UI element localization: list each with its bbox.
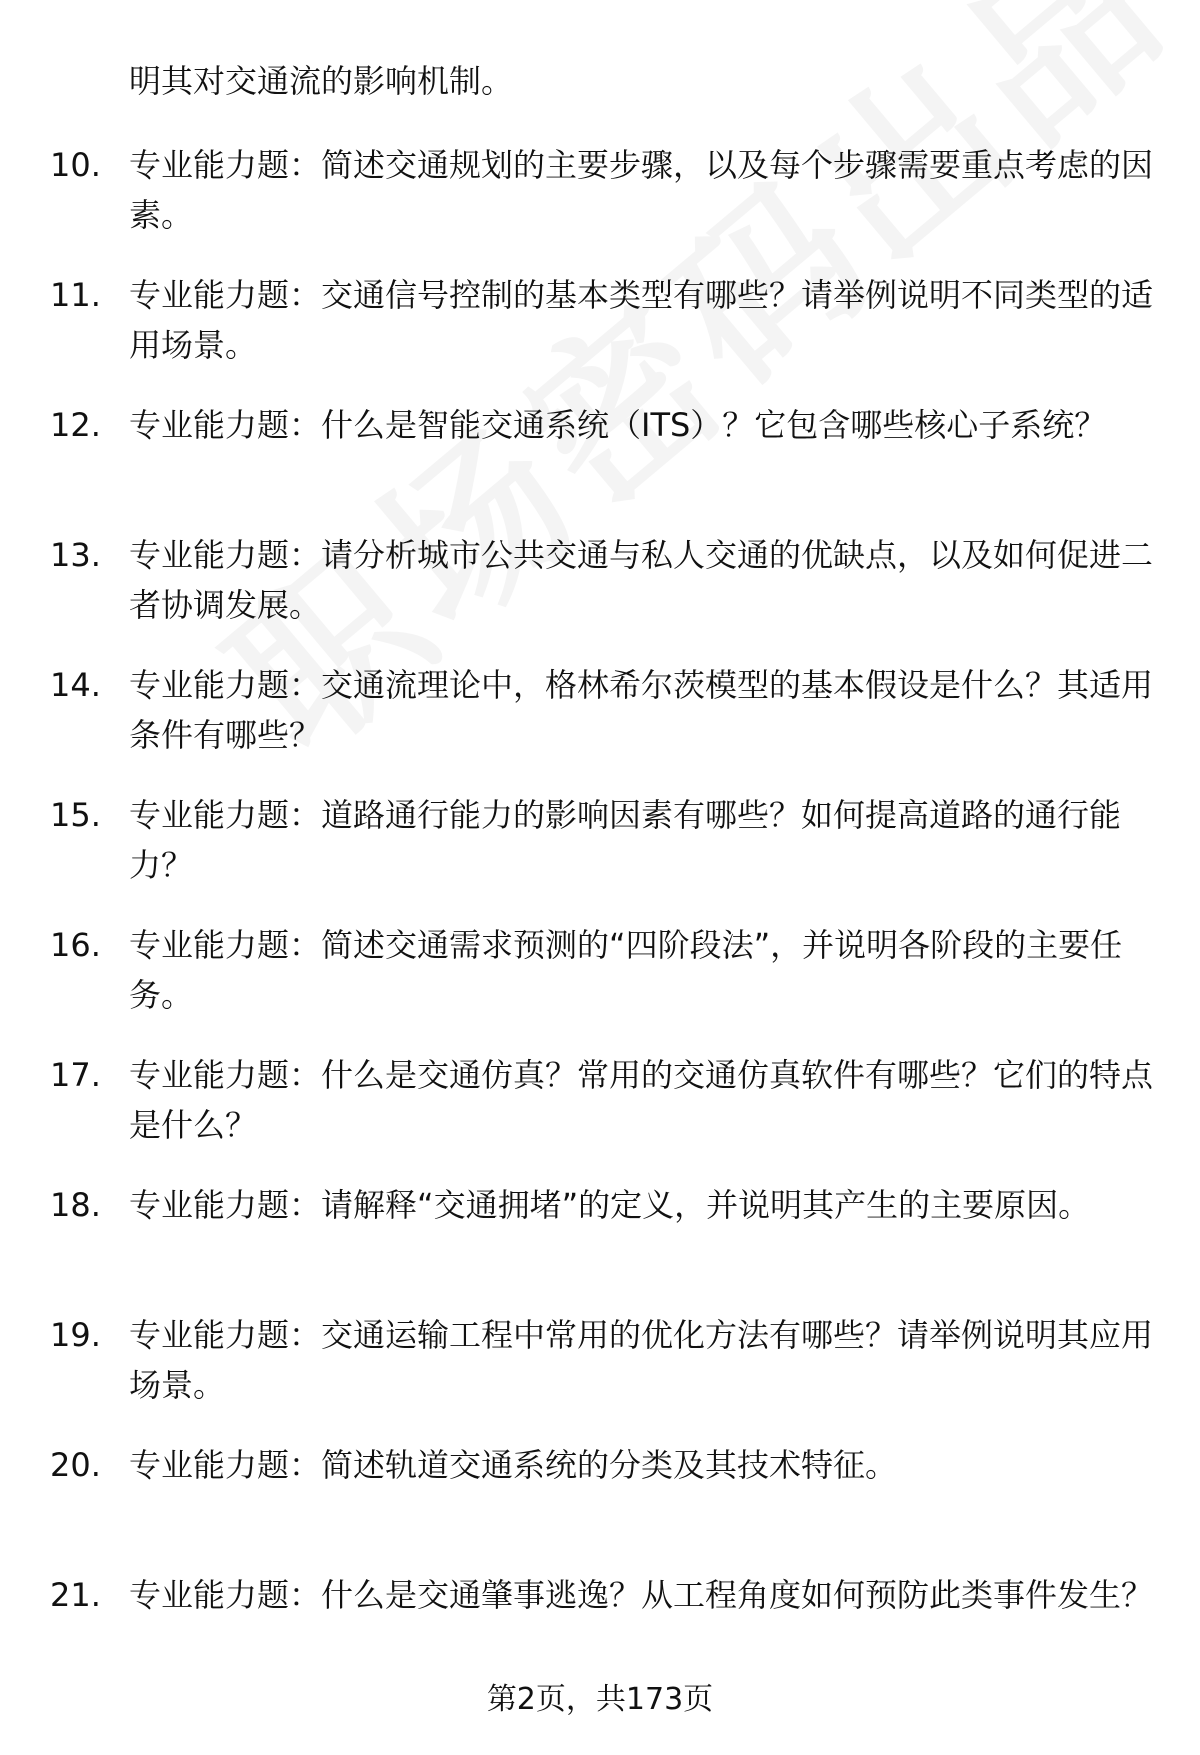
question-text: 专业能力题：道路通行能力的影响因素有哪些？如何提高道路的通行能力？ [129,796,1122,884]
question-number: 21. [50,1576,101,1614]
question-list [0,140,1200,1700]
list-item [0,790,1200,920]
question-number: 10. [50,146,101,184]
question-text: 专业能力题：交通运输工程中常用的优化方法有哪些？请举例说明其应用场景。 [129,1316,1154,1404]
list-item [0,920,1200,1050]
question-number: 11. [50,276,101,314]
question-number: 13. [50,536,101,574]
page-footer: 第2页，共173页 [486,1682,714,1717]
list-item [0,530,1200,660]
question-number: 15. [50,796,101,834]
list-item [0,400,1200,530]
question-text: 专业能力题：请解释“交通拥堵”的定义，并说明其产生的主要原因。 [129,1186,1091,1224]
question-number: 12. [50,406,101,444]
question-number: 19. [50,1316,101,1354]
question-text: 专业能力题：什么是智能交通系统（ITS）？它包含哪些核心子系统？ [129,406,1107,444]
question-number: 16. [50,926,101,964]
question-number: 20. [50,1446,101,1484]
question-text: 专业能力题：交通流理论中，格林希尔茨模型的基本假设是什么？其适用条件有哪些？ [129,666,1154,754]
question-text: 专业能力题：简述交通需求预测的“四阶段法”，并说明各阶段的主要任务。 [129,926,1123,1014]
list-item [0,140,1200,270]
question-text: 专业能力题：交通信号控制的基本类型有哪些？请举例说明不同类型的适用场景。 [129,276,1154,364]
question-text: 专业能力题：简述交通规划的主要步骤，以及每个步骤需要重点考虑的因素。 [129,146,1154,234]
list-item [0,270,1200,400]
question-text: 专业能力题：什么是交通仿真？常用的交通仿真软件有哪些？它们的特点是什么？ [129,1056,1154,1144]
question-number: 14. [50,666,101,704]
list-item [0,1310,1200,1440]
continuation-text: 明其对交通流的影响机制。 [129,62,514,100]
list-item [0,1440,1200,1570]
list-item [0,1050,1200,1180]
question-number: 17. [50,1056,101,1094]
question-number: 18. [50,1186,101,1224]
question-text: 专业能力题：简述轨道交通系统的分类及其技术特征。 [129,1446,898,1484]
question-text: 专业能力题：什么是交通肇事逃逸？从工程角度如何预防此类事件发生？ [129,1576,1154,1614]
list-item [0,660,1200,790]
list-item [0,1180,1200,1310]
question-text: 专业能力题：请分析城市公共交通与私人交通的优缺点，以及如何促进二者协调发展。 [129,536,1154,624]
